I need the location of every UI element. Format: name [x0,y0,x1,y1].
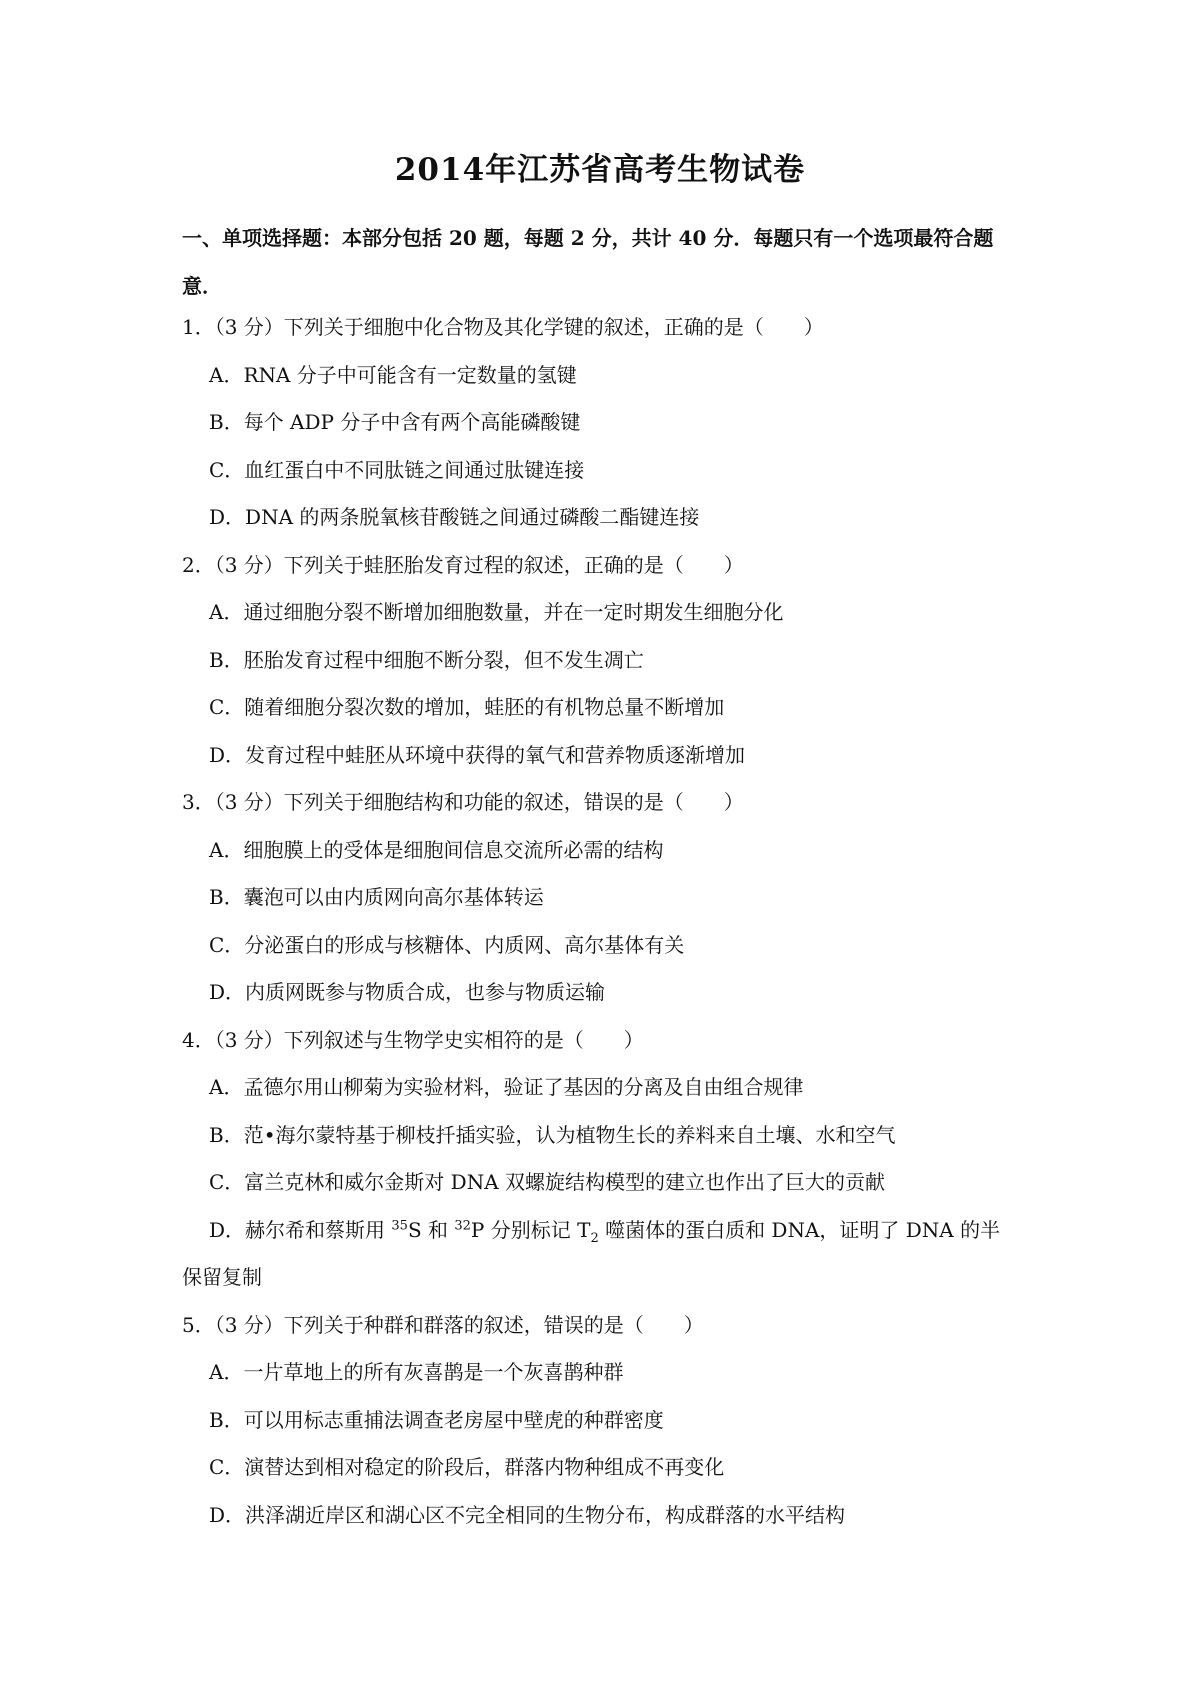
option-d-text-2: S 和 [407,1217,455,1242]
question-4-option-b: B．范•海尔蒙特基于柳枝扦插实验，认为植物生长的养料来自土壤、水和空气 [209,1122,896,1147]
question-1-stem: 1．（3 分）下列关于细胞中化合物及其化学键的叙述，正确的是（ ） [182,315,824,339]
isotope-phosphorus-mass: 32 [454,1217,471,1233]
question-4-option-c: C．富兰克林和威尔金斯对 DNA 双螺旋结构模型的建立也作出了巨大的贡献 [209,1170,885,1194]
question-5-stem: 5．（3 分）下列关于种群和群落的叙述，错误的是（ ） [182,1312,704,1337]
question-3-option-a: A．细胞膜上的受体是细胞间信息交流所必需的结构 [209,837,664,862]
question-3-option-c: C．分泌蛋白的形成与核糖体、内质网、高尔基体有关 [209,932,685,957]
question-4-option-a: A．孟德尔用山柳菊为实验材料，验证了基因的分离及自由组合规律 [209,1075,804,1099]
question-2-option-b: B．胚胎发育过程中细胞不断分裂，但不发生凋亡 [209,647,644,672]
question-2-stem: 2．（3 分）下列关于蛙胚胎发育过程的叙述，正确的是（ ） [182,552,744,577]
question-list [182,304,1032,1539]
section-heading-line-1: 一、单项选择题：本部分包括 20 题，每题 2 分，共计 40 分．每题只有一个选项最符合题 [182,226,994,250]
question-5-option-d: D．洪泽湖近岸区和湖心区不完全相同的生物分布，构成群落的水平结构 [209,1502,846,1527]
question-4-option-d [182,1207,1032,1255]
option-d-text-4: 噬菌体的蛋白质和 DNA，证明了 DNA 的半 [598,1217,1001,1242]
question-1-option-b: B．每个 ADP 分子中含有两个高能磷酸键 [209,410,581,434]
question-1-option-d: D．DNA 的两条脱氧核苷酸链之间通过磷酸二酯键连接 [209,505,700,529]
option-d-text-3: P 分别标记 T [470,1217,591,1242]
question-1-option-c: C．血红蛋白中不同肽链之间通过肽键连接 [209,457,585,482]
question-3-stem: 3．（3 分）下列关于细胞结构和功能的叙述，错误的是（ ） [182,790,744,814]
question-2-option-c: C．随着细胞分裂次数的增加，蛙胚的有机物总量不断增加 [209,695,725,719]
question-4-stem: 4．（3 分）下列叙述与生物学史实相符的是（ ） [182,1027,644,1052]
question-2-option-d: D．发育过程中蛙胚从环境中获得的氧气和营养物质逐渐增加 [209,742,746,767]
phage-subscript: 2 [590,1230,599,1246]
question-2-option-a: A．通过细胞分裂不断增加细胞数量，并在一定时期发生细胞分化 [209,600,784,624]
option-d-text-1: D．赫尔希和蔡斯用 [209,1217,392,1242]
section-heading [182,214,1032,310]
question-3-option-d: D．内质网既参与物质合成，也参与物质运输 [209,980,606,1004]
question-4-option-d-continuation: 保留复制 [182,1265,262,1289]
question-5-option-a: A．一片草地上的所有灰喜鹊是一个灰喜鹊种群 [209,1360,624,1384]
section-heading-line-2: 意． [182,274,222,298]
question-5-option-c: C．演替达到相对稳定的阶段后，群落内物种组成不再变化 [209,1455,725,1479]
question-3-option-b: B．囊泡可以由内质网向高尔基体转运 [209,885,544,909]
question-5-option-b: B．可以用标志重捕法调查老房屋中壁虎的种群密度 [209,1407,664,1432]
isotope-sulfur-mass: 35 [391,1217,408,1233]
exam-title: 2014年江苏省高考生物试卷 [394,152,806,188]
question-1-option-a: A．RNA 分子中可能含有一定数量的氢键 [209,362,577,387]
